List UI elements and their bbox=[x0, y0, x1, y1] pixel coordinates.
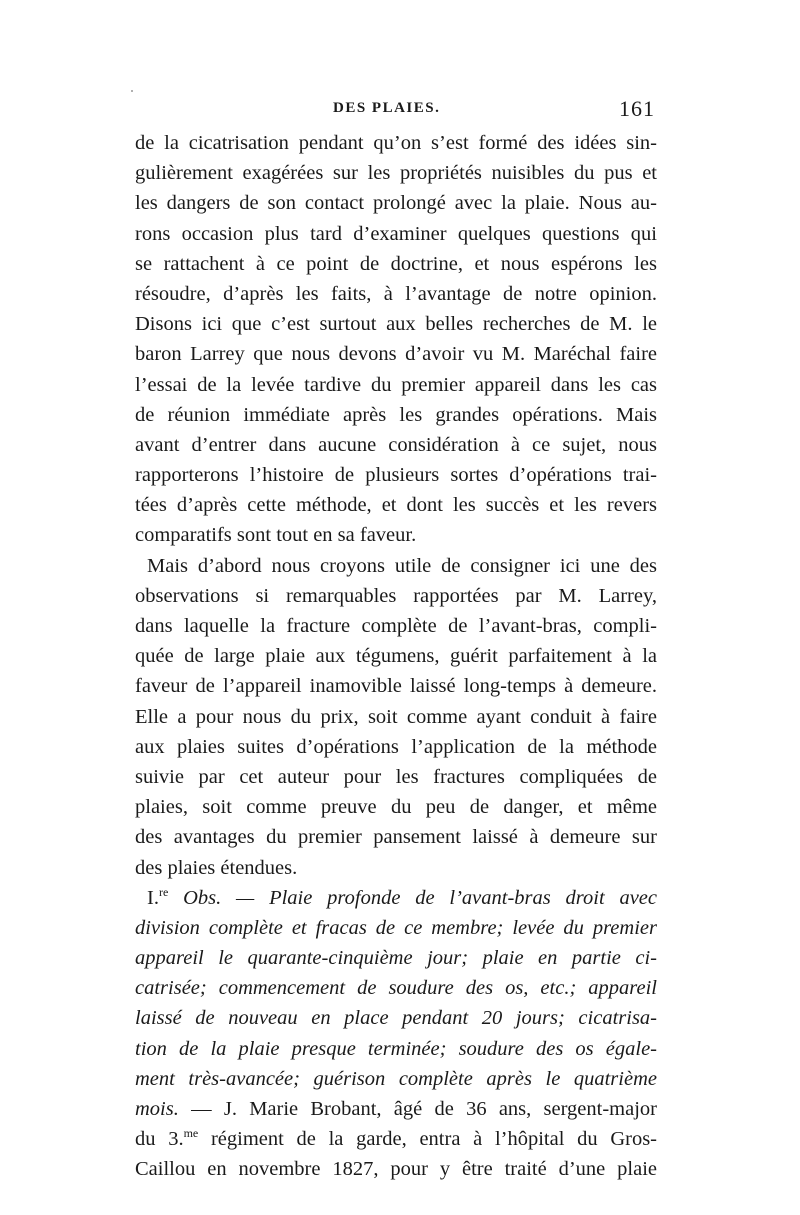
observation-line: division complète et fracas de ce membre; levée du premier bbox=[135, 916, 657, 939]
regiment-sup: me bbox=[183, 1126, 199, 1141]
text-line: Elle a pour nous du prix, soit comme ayant conduit à faire bbox=[135, 705, 657, 728]
page-number: 161 bbox=[619, 96, 655, 121]
text-line: avant d’entrer dans aucune considération à ce sujet, nous bbox=[135, 433, 657, 456]
observation-number-sup: re bbox=[158, 884, 169, 899]
text-line: observations si remarquables rapportées par M. Larrey, bbox=[135, 584, 657, 607]
observation-line: tion de la plaie presque terminée; soudure des os égale- bbox=[135, 1037, 657, 1060]
observation-line: catrisée; commencement de soudure des os, etc.; appareil bbox=[135, 977, 657, 1000]
text-line: dans laquelle la fracture complète de l’avant-bras, compli- bbox=[135, 615, 657, 637]
regiment-line bbox=[135, 1124, 657, 1154]
text-line: gulièrement exagérées sur les propriétés nuisibles du pus et bbox=[135, 162, 657, 185]
text-line: des avantages du premier pansement laissé à demeure sur bbox=[135, 826, 657, 849]
running-title: DES PLAIES. bbox=[333, 100, 441, 116]
text-line: résoudre, d’après les faits, à l’avantage de notre opinion. bbox=[135, 282, 657, 305]
regiment-pre: du 3. bbox=[135, 1128, 184, 1151]
text-line: de réunion immédiate après les grandes opérations. Mais bbox=[135, 403, 657, 426]
text-line: de la cicatrisation pendant qu’on s’est formé des idées sin- bbox=[135, 132, 657, 154]
text-line: baron Larrey que nous devons d’avoir vu M. Maréchal faire bbox=[135, 343, 657, 366]
text-line: les dangers de son contact prolongé avec la plaie. Nous au- bbox=[135, 192, 657, 215]
observation-line-italic: mois. bbox=[135, 1098, 179, 1120]
text-line: suivie par cet auteur pour les fractures compliquées de bbox=[135, 765, 657, 788]
observation-heading-line bbox=[135, 883, 657, 913]
text-line: Disons ici que c’est surtout aux belles recherches de M. le bbox=[135, 313, 657, 336]
observation-number: I. bbox=[147, 886, 159, 909]
text-line: Mais d’abord nous croyons utile de consigner ici une des bbox=[147, 554, 657, 577]
text-line: des plaies étendues. bbox=[135, 856, 298, 879]
text-line: quée de large plaie aux tégumens, guérit parfaitement à la bbox=[135, 645, 657, 668]
text-line: tées d’après cette méthode, et dont les succès et les revers bbox=[135, 494, 657, 517]
text-line: rapporterons l’histoire de plusieurs sortes d’opérations trai- bbox=[135, 464, 657, 487]
text-line: Caillou en novembre 1827, pour y être traité d’une plaie bbox=[135, 1158, 657, 1181]
text-line: se rattachent à ce point de doctrine, et nous espérons les bbox=[135, 252, 657, 275]
text-line: aux plaies suites d’opérations l’application de la méthode bbox=[135, 735, 657, 758]
regiment-post: régiment de la garde, entra à l’hôpital du Gros- bbox=[198, 1128, 657, 1151]
text-line: l’essai de la levée tardive du premier appareil dans les cas bbox=[135, 373, 657, 396]
observation-line: appareil le quarante-cinquième jour; plaie en partie ci- bbox=[135, 947, 657, 970]
observation-mixed-line bbox=[135, 1094, 657, 1124]
text-line: plaies, soit comme preuve du peu de danger, et même bbox=[135, 796, 657, 819]
text-line: comparatifs sont tout en sa faveur. bbox=[135, 524, 417, 547]
running-head bbox=[135, 96, 655, 126]
text-line: faveur de l’appareil inamovible laissé long-temps à demeure. bbox=[135, 675, 657, 698]
body-text bbox=[135, 128, 657, 1185]
text-line: rons occasion plus tard d’examiner quelques questions qui bbox=[135, 222, 657, 245]
paper-speck bbox=[131, 90, 133, 92]
observation-line-roman: — J. Marie Brobant, âgé de 36 ans, sergent-major bbox=[178, 1098, 657, 1120]
observation-title: Obs. — Plaie profonde de l’avant-bras droit avec bbox=[168, 886, 657, 909]
observation-line: ment très-avancée; guérison complète après le quatrième bbox=[135, 1067, 657, 1090]
observation-line: laissé de nouveau en place pendant 20 jours; cicatrisa- bbox=[135, 1007, 657, 1030]
